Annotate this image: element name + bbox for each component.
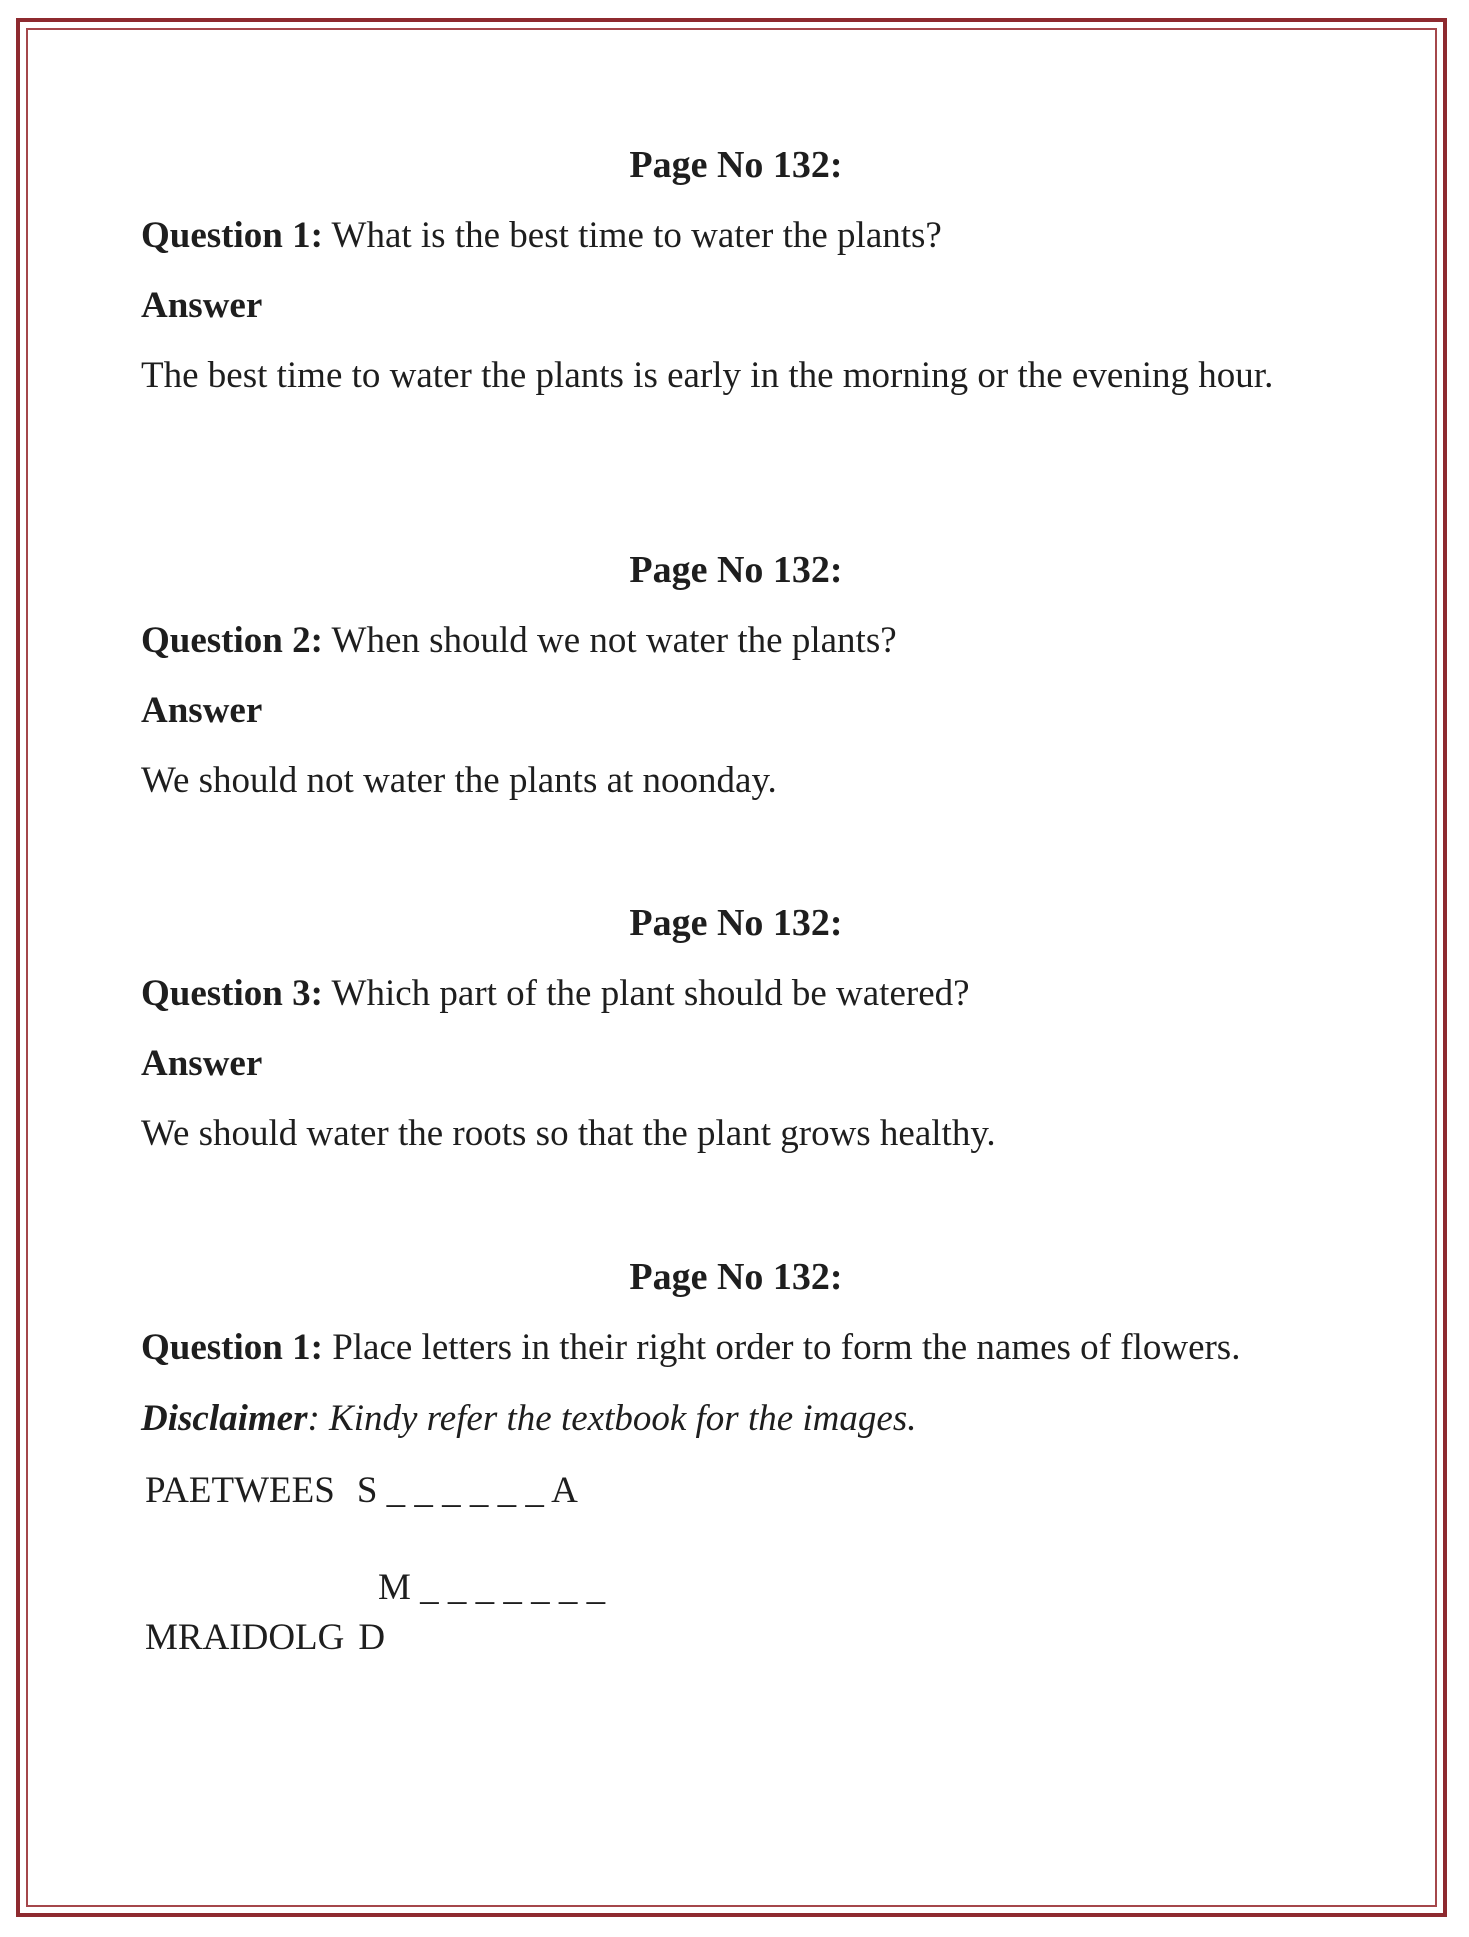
question-text: Which part of the plant should be watered? — [322, 973, 970, 1014]
answer-text: We should water the roots so that the plant grows healthy. — [141, 1113, 996, 1154]
answer-label: Answer — [141, 1043, 263, 1084]
question-label: Question 2: — [141, 620, 323, 661]
question-text: What is the best time to water the plants? — [322, 215, 942, 256]
puzzle-row — [145, 1465, 578, 1516]
answer-label: Answer — [141, 690, 263, 731]
question-line — [141, 1322, 1331, 1373]
question-text: When should we not water the plants? — [322, 620, 897, 661]
page-heading: Page No 132: — [629, 549, 843, 591]
disclaimer-text: : Kindy refer the textbook for the images. — [307, 1398, 917, 1439]
question-text: Place letters in their right order to form the names of flowers. — [322, 1327, 1241, 1368]
question-line — [141, 615, 1331, 666]
question-line — [141, 210, 1331, 261]
page-heading: Page No 132: — [629, 1256, 843, 1298]
puzzle-hint: S _ _ _ _ _ _ A — [356, 1470, 578, 1511]
answer-text: We should not water the plants at noonday. — [141, 760, 777, 801]
puzzle-jumbled-word: PAETWEES — [145, 1470, 335, 1511]
disclaimer-label: Disclaimer — [141, 1398, 308, 1439]
question-label: Question 3: — [141, 973, 323, 1014]
answer-label: Answer — [141, 285, 263, 326]
page-heading: Page No 132: — [629, 144, 843, 186]
question-label: Question 1: — [141, 215, 323, 256]
puzzle-row — [145, 1612, 385, 1663]
puzzle-hint-line: M _ _ _ _ _ _ _ — [378, 1567, 606, 1608]
answer-text: The best time to water the plants is early in the morning or the evening hour. — [141, 355, 1274, 396]
disclaimer-line — [141, 1393, 1331, 1444]
puzzle-jumbled-word: MRAIDOLG — [145, 1617, 345, 1658]
puzzle-hint: D — [358, 1617, 386, 1658]
question-line — [141, 968, 1331, 1019]
page-heading: Page No 132: — [629, 902, 843, 944]
question-label: Question 1: — [141, 1327, 323, 1368]
